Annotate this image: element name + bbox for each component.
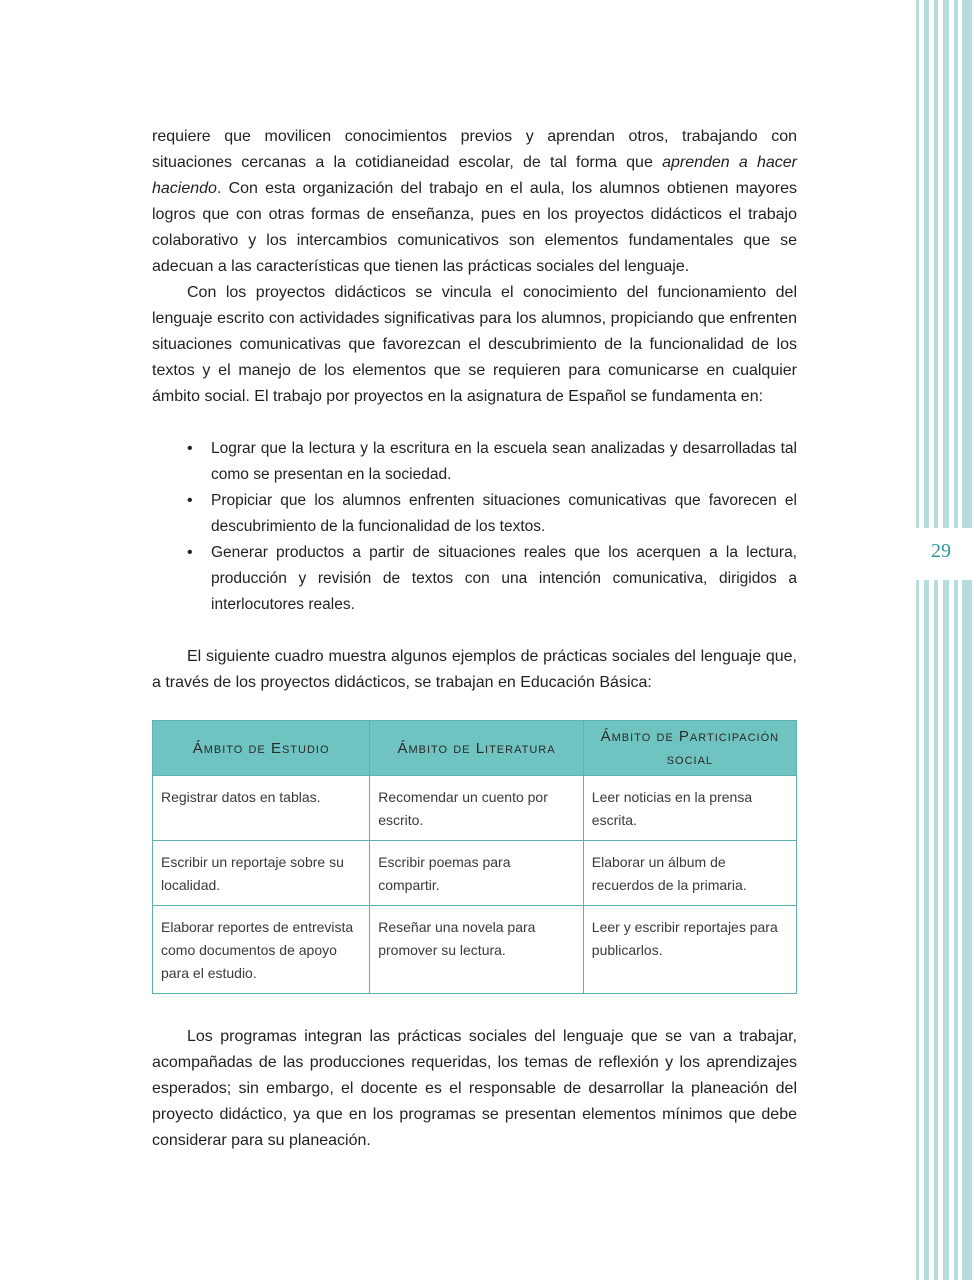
table-row <box>153 841 797 906</box>
paragraph-intro: requiere que movilicen conocimientos previos y aprendan otros, trabajando con situaciones cercanas a la cotidianeidad escolar, de tal forma que aprenden a hacer haciendo. Con esta organización del trabajo en el aula, los alumnos obtienen mayores logros que con otras formas de enseñanza, pues en los proyectos didácticos el trabajo colaborativo y los intercambios comunicativos son elementos fundamentales que se adecuan a las características que tienen las prácticas sociales del lenguaje. <box>152 128 798 275</box>
table-cell: Elaborar un álbum de recuerdos de la primaria. <box>583 841 796 906</box>
bullet-icon: • <box>187 440 193 457</box>
table-cell: Elaborar reportes de entrevista como documentos de apoyo para el estudio. <box>153 906 370 994</box>
italic-phrase: aprenden a hacer haciendo <box>152 154 798 197</box>
table-row <box>153 776 797 841</box>
bullet-icon: • <box>187 492 193 509</box>
list-item: • Generar productos a partir de situaciones reales que los acerquen a la lectura, producción y revisión de textos con una intención comunicativa, dirigidos a interlocutores reales. <box>152 540 797 618</box>
paragraph-projects: Con los proyectos didácticos se vincula el conocimiento del funcionamiento del lenguaje escrito con actividades significativas para los alumnos, propiciando que enfrenten situaciones comunicativas que favorezcan el descubrimiento de la funcionalidad de los textos y el manejo de los elementos que se requieren para comunicarse en cualquier ámbito social. El trabajo por proyectos en la asignatura de Español se fundamenta en: <box>152 284 797 405</box>
social-practices-table <box>152 720 797 994</box>
paragraph-programs: Los programas integran las prácticas sociales del lenguaje que se van a trabajar, acompañadas de las producciones requeridas, los temas de reflexión y los aprendizajes esperados; sin embargo, el docente es el responsable de desarrollar la planeación del proyecto didáctico, ya que en los programas se presentan elementos mínimos que debe considerar para su planeación. <box>152 1028 797 1149</box>
table-header-cell: Ámbito de Participación social <box>583 721 796 776</box>
list-item: • Propiciar que los alumnos enfrenten situaciones comunicativas que favorecen el descubrimiento de la funcionalidad de los textos. <box>152 488 797 540</box>
table-cell: Reseñar una novela para promover su lectura. <box>370 906 584 994</box>
table-cell: Recomendar un cuento por escrito. <box>370 776 584 841</box>
bullet-list <box>152 436 797 618</box>
table-cell: Escribir un reportaje sobre su localidad. <box>153 841 370 906</box>
table-row <box>153 906 797 994</box>
page-number: 29 <box>931 540 951 562</box>
table-header-cell: Ámbito de Literatura <box>370 721 584 776</box>
table-cell: Registrar datos en tablas. <box>153 776 370 841</box>
table-cell: Escribir poemas para compartir. <box>370 841 584 906</box>
table-cell: Leer noticias en la prensa escrita. <box>583 776 796 841</box>
table-cell: Leer y escribir reportajes para publicarlos. <box>583 906 796 994</box>
table-header-row <box>153 721 797 776</box>
page-content <box>152 124 797 1154</box>
bullet-icon: • <box>187 544 193 561</box>
list-item: • Lograr que la lectura y la escritura en la escuela sean analizadas y desarrolladas tal como se presentan en la sociedad. <box>152 436 797 488</box>
decorative-margin-stripes <box>912 0 972 1280</box>
table-header-cell: Ámbito de Estudio <box>153 721 370 776</box>
paragraph-table-intro: El siguiente cuadro muestra algunos ejemplos de prácticas sociales del lenguaje que, a través de los proyectos didácticos, se trabajan en Educación Básica: <box>152 648 797 691</box>
